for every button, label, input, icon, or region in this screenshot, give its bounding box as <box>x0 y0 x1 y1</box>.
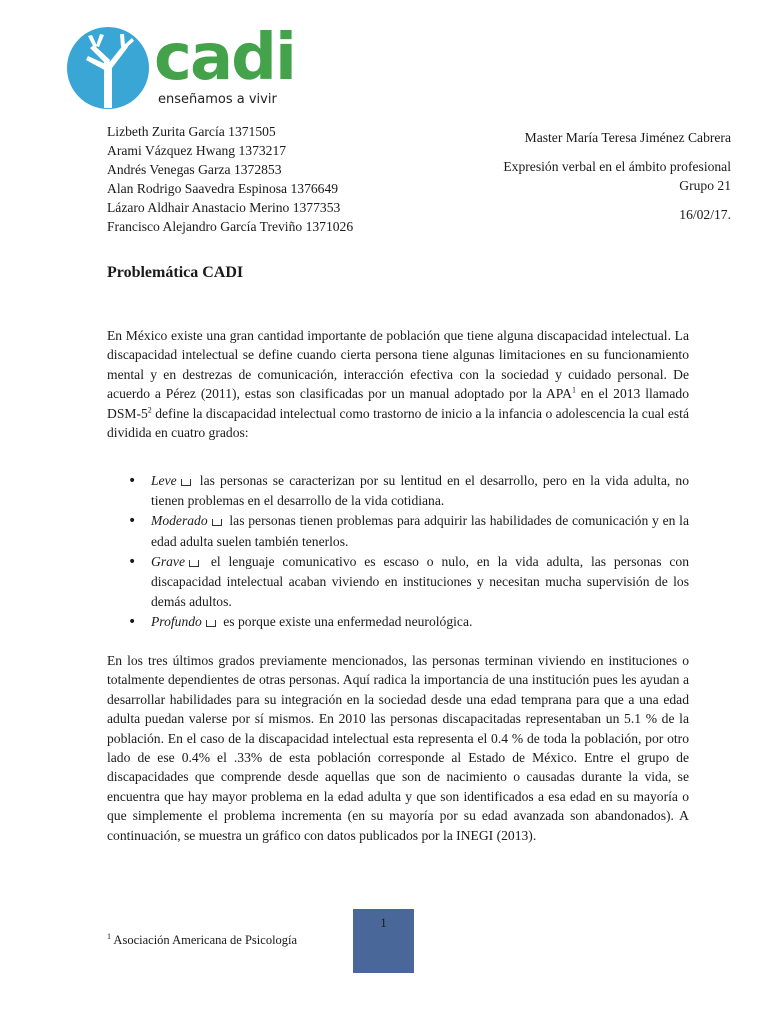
intro-paragraph <box>107 326 689 442</box>
dash-symbol <box>212 519 222 526</box>
author-line: Lázaro Aldhair Anastacio Merino 1377353 <box>107 200 341 215</box>
paragraph-text: define la discapacidad intelectual como trastorno de inicio a la infancia o adolescencia la cual está dividida en cuatro grados: <box>107 405 689 441</box>
course-info <box>503 128 731 224</box>
document-date: 16/02/17. <box>679 207 731 222</box>
logo-wordmark: cadi <box>154 21 295 95</box>
author-line: Lizbeth Zurita García 1371505 <box>107 124 276 139</box>
page-number-box <box>353 909 414 973</box>
grade-description: es porque existe una enfermedad neurológica. <box>219 614 473 630</box>
grade-term: Moderado <box>151 513 208 529</box>
author-list <box>107 122 353 236</box>
footnote-mark: 1 <box>107 931 111 941</box>
grade-term: Leve <box>151 473 177 488</box>
course-name: Expresión verbal en el ámbito profesional <box>503 159 731 174</box>
main-paragraph: En los tres últimos grados previamente mencionados, las personas terminan viviendo en instituciones o totalmente dependientes de otras personas. Aquí radica la importancia de una institución pues les ayudan a desarrollar habilidades para su integración en la sociedad desde una edad temprana para que a una edad adulta puedan valerse por sí mismos. En 2010 las personas discapacitadas representaban un 5.1 % de la población. En el caso de la discapacidad intelectual esta representa el 0.4 % de toda la población, por otro lado de ese 0.4% el .33% de esta población corresponde al Estado de México. Entre el grupo de discapacidades que comprende desde aquellas que son de nacimiento o causadas durante la vida, se encuentra que hay mayor problema en la edad adulta y que son identificados a esa edad en su mayoría o que simplemente el problema incrementa (en su mayoría por su edad avanzada son abandonados). A continuación, se muestra un gráfico con datos publicados por la INEGI (2013). <box>107 653 689 843</box>
dash-symbol <box>206 620 216 627</box>
footnote-text: Asociación Americana de Psicología <box>111 933 298 947</box>
grade-description: las personas se caracterizan por su lentitud en el desarrollo, pero en la vida adulta, no tienen problemas en el desarrollo de la vida cotidiana. <box>151 473 689 509</box>
logo-tagline: enseñamos a vivir <box>158 92 277 107</box>
document-title: Problemática CADI <box>107 264 244 281</box>
paragraph-text: en el 2013 llamado DSM-5 <box>107 386 689 421</box>
author-line: Alan Rodrigo Saavedra Espinosa 1376649 <box>107 181 339 196</box>
group-name: Grupo 21 <box>679 178 731 193</box>
cadi-logo <box>66 21 296 110</box>
dash-symbol <box>189 560 199 567</box>
author-line: Arami Vázquez Hwang 1373217 <box>107 143 287 158</box>
grade-term: Grave <box>151 553 185 569</box>
author-line: Francisco Alejandro García Treviño 1371026 <box>107 219 354 234</box>
author-line: Andrés Venegas Garza 1372853 <box>107 162 282 177</box>
list-item <box>128 471 689 511</box>
footnote <box>107 933 297 948</box>
list-item <box>128 511 689 551</box>
footnote-ref: 1 <box>571 385 576 395</box>
grade-description: las personas tienen problemas para adquirir las habilidades de comunicación y en la edad adulta suelen también tenerlos. <box>151 513 689 549</box>
grade-term: Profundo <box>151 614 202 630</box>
page-number: 1 <box>380 915 387 930</box>
grades-list <box>128 471 689 633</box>
list-item <box>128 612 689 632</box>
grade-description: el lenguaje comunicativo es escaso o nulo, en la vida adulta, las personas con discapacidad intelectual acaban viviendo en instituciones y necesitan mucha supervisión de los demás adultos. <box>151 553 689 610</box>
footnote-ref: 2 <box>147 405 152 415</box>
list-item <box>128 552 689 613</box>
paragraph-text: En México existe una gran cantidad importante de población que tiene alguna discapacidad intelectual. La discapacidad intelectual se define cuando cierta persona tiene algunas limitaciones en su funcionamiento mental y en destrezas de comunicación, interacción efectiva con la sociedad y cuidado personal. De acuerdo a Pérez (2011), estas son clasificadas por un manual adoptado por la APA <box>107 328 689 402</box>
tree-circle-icon <box>66 26 156 110</box>
teacher-name: Master María Teresa Jiménez Cabrera <box>524 130 731 145</box>
dash-symbol <box>181 479 191 486</box>
